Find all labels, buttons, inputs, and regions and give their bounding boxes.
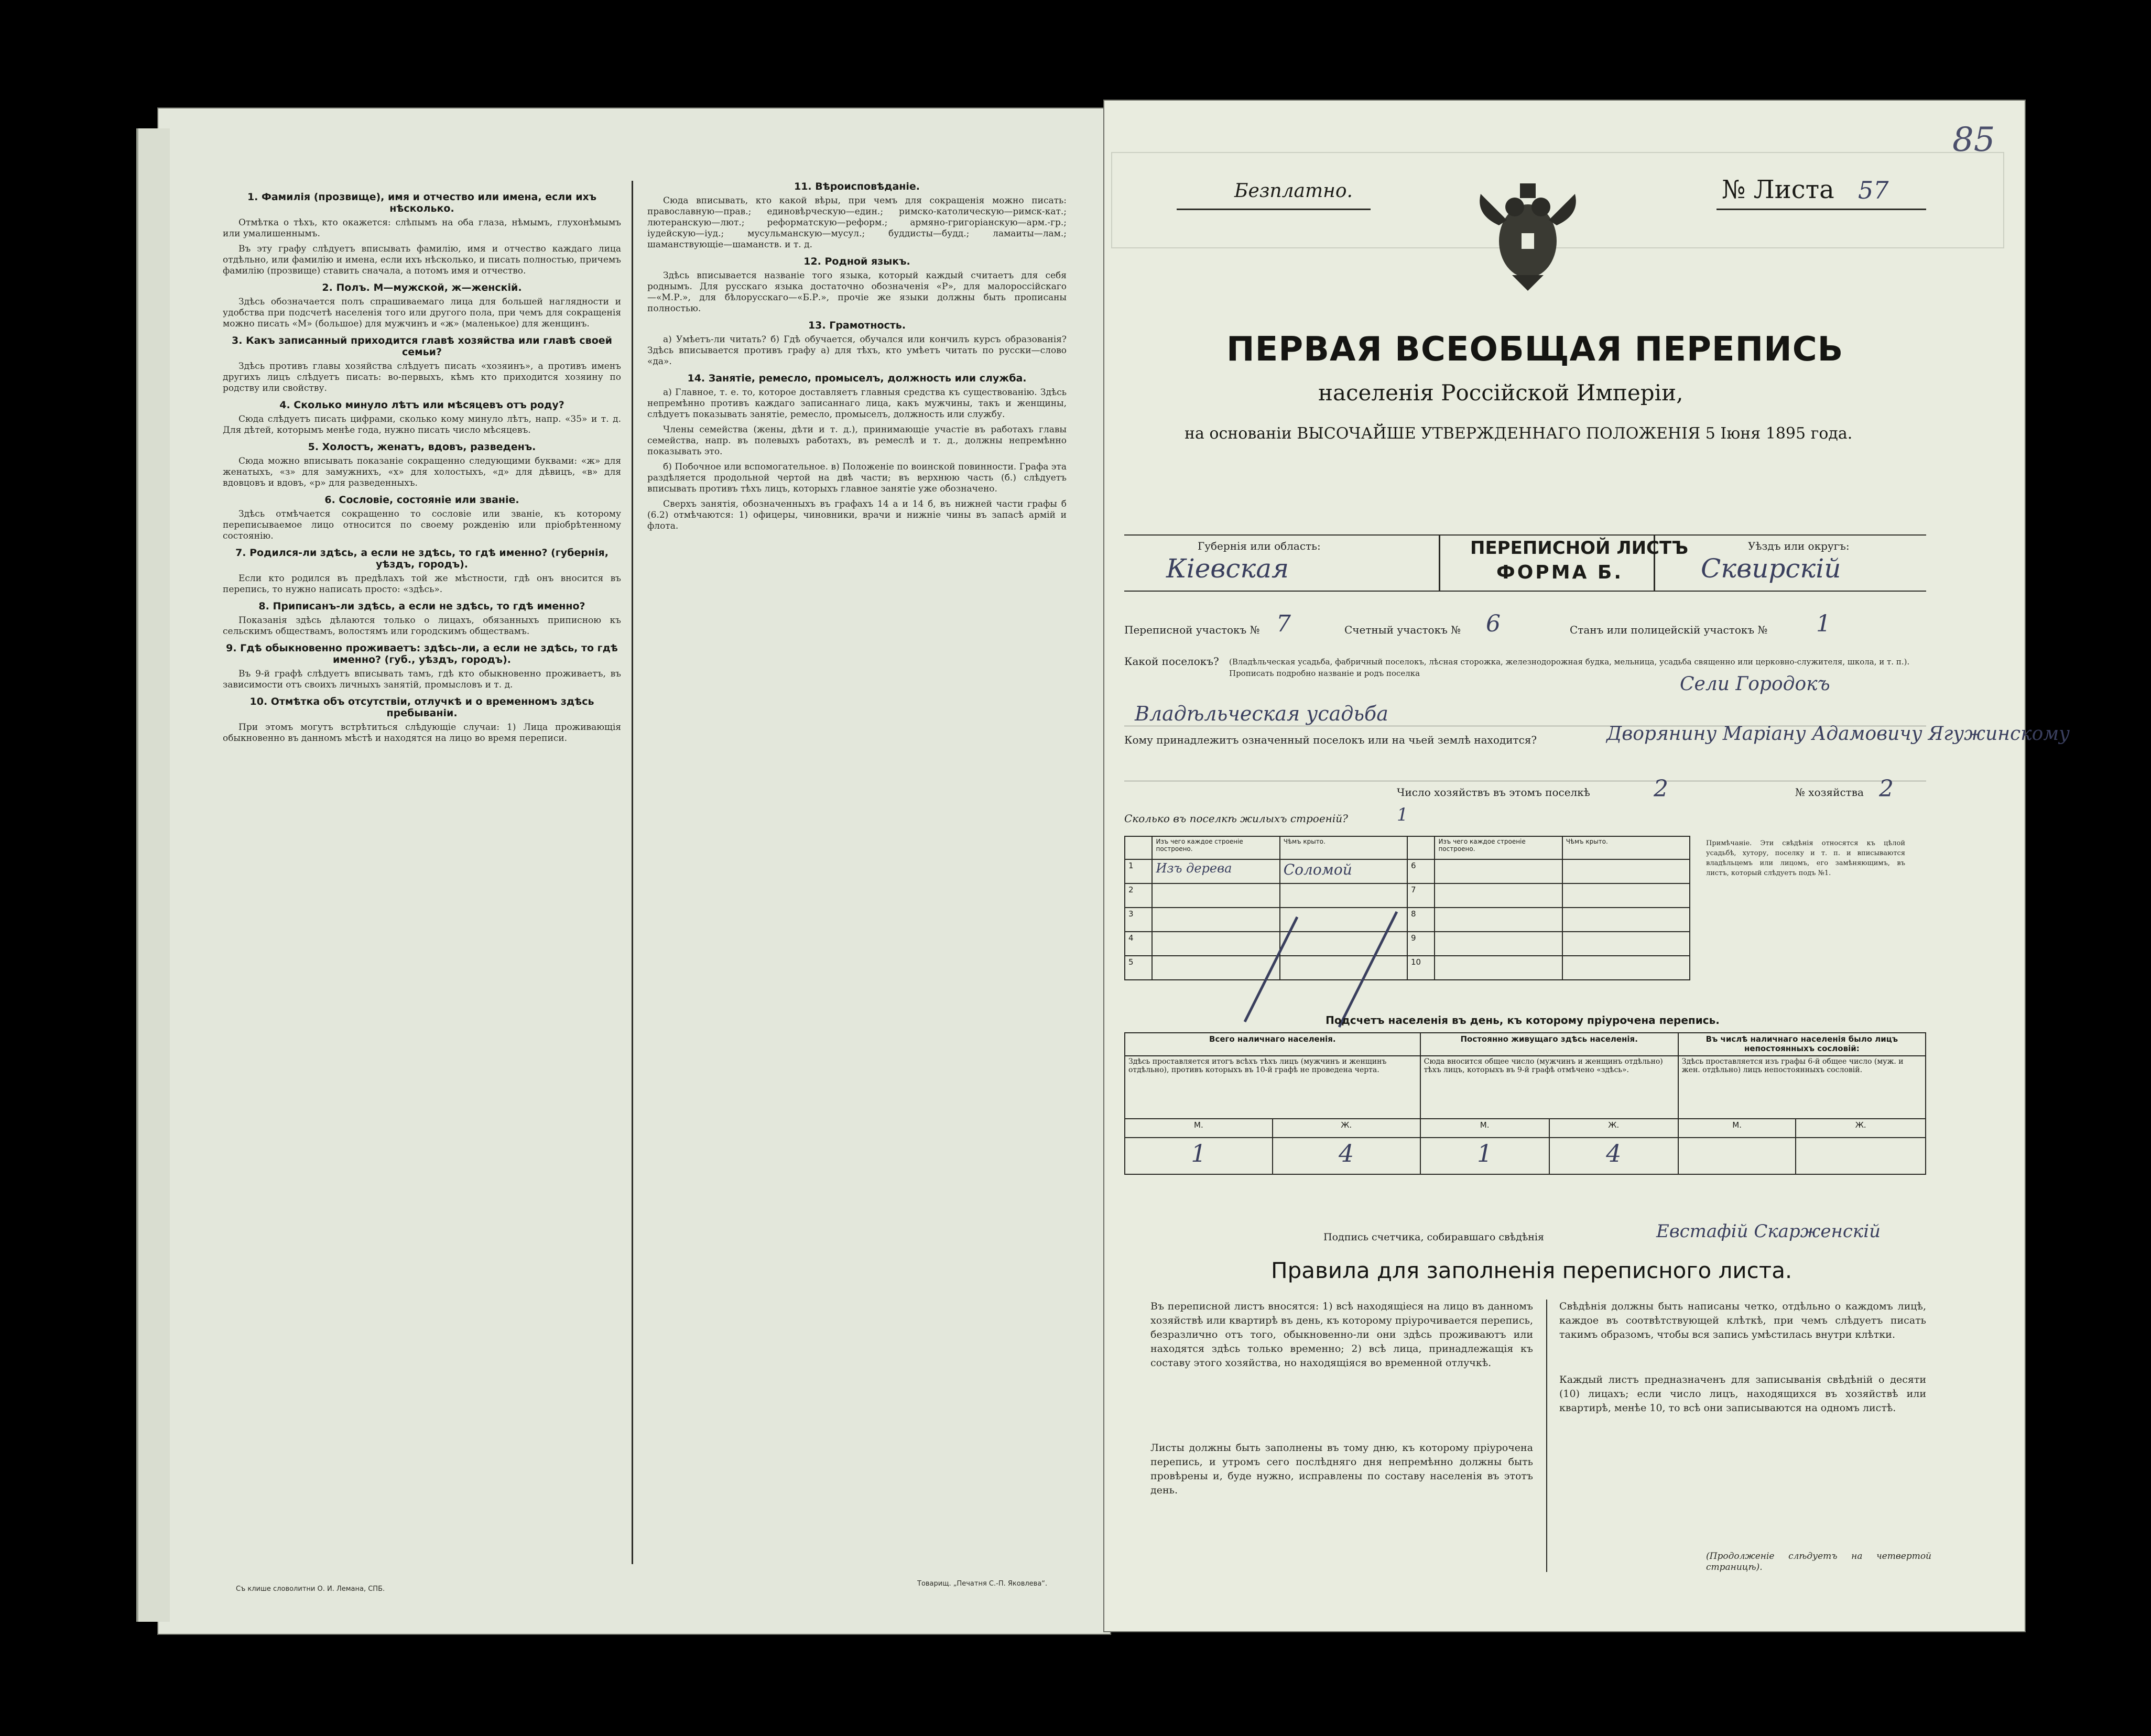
col1-heading: 2. Полъ. М—мужской, ж—женскій. [322,282,522,293]
col1-paragraph: Если кто родился въ предѣлахъ той же мѣстности, гдѣ онъ вносится въ перепись, то нужно написать просто: «здѣсь». [223,573,621,595]
printer-footer-left: Съ клише словолитни О. И. Лемана, СПБ. [236,1585,385,1593]
primechanie-note: Примѣчаніе. Эти свѣдѣнія относятся къ цѣлой усадьбѣ, хутору, поселку и т. п. и вписываются владѣльцемъ или лицомъ, его замѣняющимъ, въ листъ, который слѣдуетъ подъ №1. [1706,839,1905,877]
build-row-num: 3 [1125,908,1152,932]
left-page-edge [136,128,170,1622]
zh-header: Ж. [1273,1119,1420,1138]
population-table [1124,1032,1926,1175]
household-number-label: № хозяйства [1795,786,1864,799]
pop-col-3-head: Въ числѣ наличнаго населенія было лицъ непостоянныхъ сословій: [1678,1033,1926,1056]
col1-heading: 3. Какъ записанный приходится главѣ хозяйства или главѣ своей семьи? [232,335,612,358]
pop-nonpermanent-zh [1796,1138,1926,1174]
signature-label: Подпись счетчика, собиравшаго свѣдѣнія [1323,1231,1544,1243]
uchastok-label: Переписной участокъ № [1124,624,1260,636]
left-page [157,107,1111,1635]
build-row-num: 5 [1125,956,1152,980]
pop-col-2-desc: Сюда вносится общее число (мужчинъ и женщинъ отдѣльно) тѣхъ лицъ, которыхъ въ 9-й графѣ отмѣчено «здѣсь». [1420,1056,1678,1119]
col1-paragraph: Здѣсь обозначается полъ спрашиваемаго лица для большей наглядности и удобства при подсчетѣ населенія того или другого пола, при чемъ для сокращенія можно писать «М» (большое) для мужчинъ и «ж» (маленькое) для женщинъ. [223,297,621,329]
build-row-num: 4 [1125,932,1152,956]
left-column-1 [223,186,621,1559]
col1-heading: 4. Сколько минуло лѣтъ или мѣсяцевъ отъ роду? [279,399,564,411]
owner-label: Кому принадлежитъ означенный поселокъ или на чьей землѣ находится? [1124,734,1537,746]
uezd-value: Сквирскій [1701,553,1841,584]
list-number-value: 57 [1858,176,1889,204]
households-value: 2 [1654,776,1668,802]
buildings-label: Сколько въ поселкѣ жилыхъ строеній? [1124,812,1348,825]
build-col-material: Изъ чего каждое строеніе построено. [1152,836,1279,859]
build-col-roof-2: Чѣмъ крыто. [1562,836,1690,859]
pop-permanent-zh: 4 [1549,1138,1678,1174]
col1-paragraph: Показанія здѣсь дѣлаются только о лицахъ, обязанныхъ приписною къ сельскимъ обществамъ, волостямъ или городскимъ обществамъ. [223,615,621,637]
col2-paragraph: Сверхъ занятія, обозначенныхъ въ графахъ 14 а и 14 б, въ нижней части графы б (6.2) отмѣчаются: 1) офицеры, чиновники, врачи и нижніе чины въ запасѣ армій и флота. [647,499,1067,531]
signature-value: Евстафій Скарженскій [1656,1221,1881,1242]
stan-label: Станъ или полицейскій участокъ № [1570,624,1768,636]
podschet-title: Подсчетъ населенія въ день, къ которому пріурочена перепись. [1326,1014,1720,1027]
col1-heading: 9. Гдѣ обыкновенно проживаетъ: здѣсь-ли, а если не здѣсь, то гдѣ именно? (губ., уѣздъ, городъ). [226,642,618,665]
col2-heading: 11. Вѣроисповѣданіе. [794,181,920,192]
printer-footer-right: Товарищ. „Печатня С.-П. Яковлева“. [917,1580,1048,1588]
col2-paragraph: Здѣсь вписывается названіе того языка, который каждый считаетъ для себя роднымъ. Для русскаго языка достаточно обозначенія «Р», для малороссійскаго—«М.Р.», для бѣлорусскаго—«Б.Р.», прочіе же языки должны быть прописаны полностью. [647,270,1067,314]
right-page [1103,100,2070,1632]
schetny-value: 6 [1486,610,1501,637]
form-header-row [1124,534,1926,592]
build-row-num: 7 [1407,883,1435,908]
pop-col-1-desc: Здѣсь проставляется итогъ всѣхъ тѣхъ лицъ (мужчинъ и женщинъ отдѣльно), противъ которыхъ въ 10-й графѣ не проведена черта. [1125,1056,1420,1119]
pop-col-2-head: Постоянно живущаго здѣсь населенія. [1420,1033,1678,1056]
corner-page-number: 85 [1952,121,1995,159]
household-number-value: 2 [1879,776,1894,802]
build-roof-value: Соломой [1280,859,1407,883]
gubernia-value: Кіевская [1166,553,1289,584]
poselok-hint: (Владѣльческая усадьба, фабричный поселокъ, лѣсная сторожка, железнодорожная будка, мельница, усадьба священно или церковно-служителя, школа, и т. п.). Прописать подробно названіе и родъ поселка [1229,657,1910,678]
col2-paragraph: Сюда вписывать, кто какой вѣры, при чемъ для сокращенія можно писать: православную—прав.; единовѣрческую—един.; римско-католическую—римск-кат.; лютеранскую—лют.; реформатскую—реформ.; армяно-григоріанскую—арм.-гр.; іудейскую—іуд.; мусульманскую—мусул.; буддисты—будд.; ламаиты—лам.; шаманствующіе—шаманств. и т. д. [647,195,1067,250]
col2-heading: 12. Родной языкъ. [803,256,910,267]
gubernia-label: Губернія или область: [1198,540,1321,552]
col2-paragraph: а) Умѣетъ-ли читать? б) Гдѣ обучается, обучался или кончилъ курсъ образованія? Здѣсь вписывается противъ графу а) для тѣхъ, кто умѣетъ читать по русски—слово «да». [647,334,1067,367]
form-letter: ФОРМА Б. [1496,562,1624,583]
bezplatno-label: Безплатно. [1234,180,1353,202]
m-header: М. [1125,1119,1273,1138]
col1-paragraph: Здѣсь отмѣчается сокращенно то сословіе или званіе, къ которому переписываемое лицо относится по своему рожденію или пріобрѣтенному состоянію. [223,509,621,541]
build-row-num: 8 [1407,908,1435,932]
col1-heading: 8. Приписанъ-ли здѣсь, а если не здѣсь, то гдѣ именно? [258,600,585,612]
pop-nonpermanent-m [1678,1138,1796,1174]
bezplatno-box [1177,178,1371,210]
m-header: М. [1678,1119,1796,1138]
buildings-value: 1 [1397,804,1408,825]
build-col-roof: Чѣмъ крыто. [1280,836,1407,859]
col2-heading: 13. Грамотность. [808,320,906,331]
col1-paragraph: Сюда слѣдуетъ писать цифрами, сколько кому минуло лѣтъ, напр. «35» и т. д. Для дѣтей, которымъ менѣе года, нужно писать число мѣсяцевъ. [223,414,621,435]
col1-heading: 6. Сословіе, состояніе или званіе. [324,494,519,506]
imperial-eagle-emblem [1475,178,1580,293]
form-title: ПЕРЕПИСНОЙ ЛИСТЪ [1470,538,1689,559]
build-row-num: 2 [1125,883,1152,908]
build-row-num: 1 [1125,859,1152,883]
col2-paragraph: а) Главное, т. е. то, которое доставляетъ главныя средства къ существованію. Здѣсь непремѣнно противъ каждаго записаннаго лица, какъ мужчины, такъ и женщины, слѣдуетъ показывать занятіе, ремесло, промыселъ, должность или службу. [647,387,1067,420]
schetny-label: Счетный участокъ № [1344,624,1461,636]
uchastok-value: 7 [1276,610,1291,637]
col1-heading: 7. Родился-ли здѣсь, а если не здѣсь, то гдѣ именно? (губернія, уѣздъ, городъ). [235,547,609,570]
col1-paragraph: Въ эту графу слѣдуетъ вписывать фамилію, имя и отчество каждаго лица отдѣльно, или фамилію и имена, если ихъ нѣсколько, и писать полностью, причемъ фамилію (прозвище) ставить сначала, а потомъ имя и отчество. [223,244,621,276]
list-number-label: № Листа [1722,175,1834,204]
build-row-num: 10 [1407,956,1435,980]
zh-header: Ж. [1796,1119,1926,1138]
rules-title: Правила для заполненія переписного листа. [1271,1258,1792,1283]
pop-col-3-desc: Здѣсь проставляется изъ графы 6-й общее число (муж. и жен. отдѣльно) лицъ непостоянныхъ сословій. [1678,1056,1926,1119]
build-row-num: 6 [1407,859,1435,883]
stan-value: 1 [1816,610,1831,637]
build-col-material-2: Изъ чего каждое строеніе построено. [1435,836,1562,859]
rules-left-1: Въ переписной листъ вносятся: 1) всѣ находящіеся на лицо въ данномъ хозяйствѣ или квартирѣ въ день, къ которому пріурочивается перепись, безразлично отъ того, обыкновенно-ли они здѣсь проживаютъ или находятся здѣсь только временно; 2) всѣ лица, принадлежащія къ составу этого хозяйства, но находящіяся во временной отлучкѣ. [1150,1301,1533,1369]
col1-heading: 1. Фамилія (прозвище), имя и отчество или имена, если ихъ нѣсколько. [247,191,597,214]
census-title: ПЕРВАЯ ВСЕОБЩАЯ ПЕРЕПИСЬ [1226,330,1844,369]
rules-right-1: Свѣдѣнія должны быть написаны четко, отдѣльно о каждомъ лицѣ, каждое въ соотвѣтствующей клѣткѣ, при чемъ слѣдуетъ писать такимъ образомъ, чтобы вся запись умѣстилась внутри клѣтки. [1559,1301,1926,1340]
pop-present-zh: 4 [1273,1138,1420,1174]
uezd-label: Уѣздъ или округъ: [1748,540,1850,552]
rules-right-2: Каждый листъ предназначенъ для записыванія свѣдѣній о десяти (10) лицахъ; если число лицъ, находящихся въ хозяйствѣ или квартирѣ, менѣе 10, то всѣ они записываются на одномъ листѣ. [1559,1374,1926,1414]
build-row-num: 9 [1407,932,1435,956]
col2-paragraph: б) Побочное или вспомогательное. в) Положеніе по воинской повинности. Графа эта раздѣляется продольной чертой на двѣ части; въ верхнюю часть (б.) слѣдуетъ вписывать противъ тѣхъ лицъ, которыхъ главное занятіе уже обозначено. [647,462,1067,494]
col2-paragraph: Члены семейства (жены, дѣти и т. д.), принимающіе участіе въ работахъ главы семейства, напр. въ полевыхъ работахъ, въ ремеслѣ и т. д., должны непремѣнно показывать это. [647,424,1067,457]
census-subtitle: населенія Россійской Имперіи, [1318,380,1683,406]
poselok-label: Какой поселокъ? [1124,655,1219,668]
rules-continuation: (Продолженіе слѣдуетъ на четвертой страницѣ). [1706,1551,1931,1573]
zh-header: Ж. [1549,1119,1678,1138]
col1-paragraph: Здѣсь противъ главы хозяйства слѣдуетъ писать «хозяинъ», а противъ именъ другихъ лицъ слѣдуетъ писать: во-первыхъ, кѣмъ кто приходится хозяину по родству или свойству. [223,361,621,394]
owner-value: Дворянину Маріану Адамовичу Ягужинскому [1606,723,2070,745]
col1-paragraph: При этомъ могутъ встрѣтиться слѣдующіе случаи: 1) Лица проживающія обыкновенно въ данномъ мѣстѣ и находятся на лицо во время переписи. [223,722,621,744]
col1-heading: 10. Отмѣтка объ отсутствіи, отлучкѣ и о временномъ здѣсь пребываніи. [249,696,594,719]
col1-paragraph: Отмѣтка о тѣхъ, кто окажется: слѣпымъ на оба глаза, нѣмымъ, глухонѣмымъ или умалишеннымъ. [223,217,621,239]
pop-permanent-m: 1 [1420,1138,1549,1174]
col1-heading: 5. Холостъ, женатъ, вдовъ, разведенъ. [308,441,536,453]
col1-paragraph: Сюда можно вписывать показаніе сокращенно следующими буквами: «ж» для женатыхъ, «з» для замужнихъ, «х» для холостыхъ, «д» для дѣвицъ, «в» для вдовцовъ и вдовъ, «р» для разведенныхъ. [223,456,621,488]
left-column-2 [647,176,1067,1538]
households-label: Число хозяйствъ въ этомъ поселкѣ [1397,786,1590,799]
pop-present-m: 1 [1125,1138,1273,1174]
column-divider [632,181,633,1564]
col1-paragraph: Въ 9-й графѣ слѣдуетъ вписывать тамъ, гдѣ кто обыкновенно проживаетъ, въ зависимости отъ своихъ личныхъ занятій, промысловъ и т. д. [223,669,621,690]
census-basis: на основаніи ВЫСОЧАЙШЕ УТВЕРЖДЕННАГО ПОЛОЖЕНІЯ 5 Іюня 1895 года. [1185,424,1853,443]
poselok-value-2: Владѣльческая усадьба [1135,702,1388,725]
pop-col-1-head: Всего наличнаго населенія. [1125,1033,1420,1056]
poselok-value: Сели Городокъ [1680,673,1830,695]
build-material-value: Изъ дерева [1152,859,1279,883]
rules-left-2: Листы должны быть заполнены въ тому дню, къ которому пріурочена перепись, и утромъ сего послѣдняго дня непремѣнно должны быть провѣрены и, буде нужно, исправлены по составу населенія въ этотъ день. [1150,1442,1533,1496]
col2-heading: 14. Занятіе, ремесло, промыселъ, должность или служба. [687,373,1027,384]
list-number-box [1717,175,1926,210]
m-header: М. [1420,1119,1549,1138]
